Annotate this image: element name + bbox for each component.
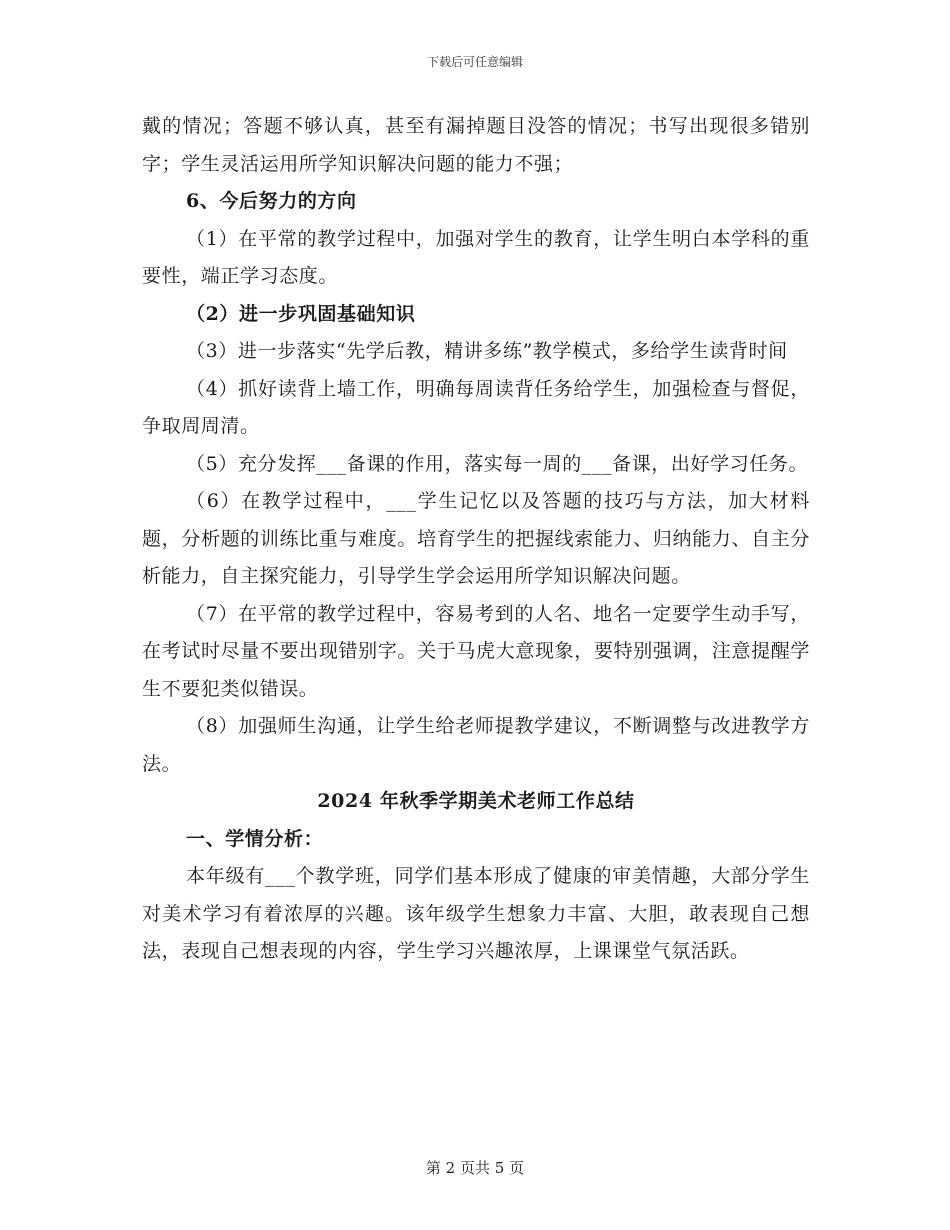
document-title: 2024 年秋季学期美术老师工作总结 <box>317 790 635 812</box>
section-heading-student-analysis: 一、学情分析： <box>186 827 324 850</box>
paragraph-student-analysis: 本年级有___个教学班，同学们基本形成了健康的审美情趣，大部分学生对美术学习有着浓厚的兴趣。该年级学生想象力丰富、大胆，敢表现自己想法，表现自己想表现的内容，学生学习兴趣浓厚，上课课堂气氛活跃。 <box>142 865 810 962</box>
list-item-6: （6）在教学过程中，___学生记忆以及答题的技巧与方法，加大材料题，分析题的训练比重与难度。培育学生的把握线索能力、归纳能力、自主分析能力，自主探究能力，引导学生学会运用所学知识解决问题。 <box>142 490 810 587</box>
section-heading-future-direction: 6、今后努力的方向 <box>186 190 357 212</box>
paragraph-continuation: 戴的情况；答题不够认真，甚至有漏掉题目没答的情况；书写出现很多错别字；学生灵活运用所学知识解决问题的能力不强； <box>142 115 810 175</box>
list-item-2: （2）进一步巩固基础知识 <box>186 302 416 325</box>
list-item-4: （4）抓好读背上墙工作，明确每周读背任务给学生，加强检查与督促，争取周周清。 <box>142 377 810 437</box>
page-footer: 第 2 页共 5 页 <box>425 1159 525 1177</box>
list-item-7: （7）在平常的教学过程中，容易考到的人名、地名一定要学生动手写，在考试时尽量不要出现错别字。关于马虎大意现象，要特别强调，注意提醒学生不要犯类似错误。 <box>142 602 810 700</box>
list-item-1: （1）在平常的教学过程中，加强对学生的教育，让学生明白本学科的重要性，端正学习态度。 <box>142 227 810 287</box>
list-item-8: （8）加强师生沟通，让学生给老师提教学建议，不断调整与改进教学方法。 <box>142 715 810 775</box>
list-item-3: （3）进一步落实“先学后教，精讲多练”教学模式，多给学生读背时间 <box>186 340 788 362</box>
page-header: 下载后可任意编辑 <box>426 55 523 69</box>
list-item-5: （5）充分发挥___备课的作用，落实每一周的___备课，出好学习任务。 <box>186 452 809 475</box>
document-body <box>142 108 810 971</box>
